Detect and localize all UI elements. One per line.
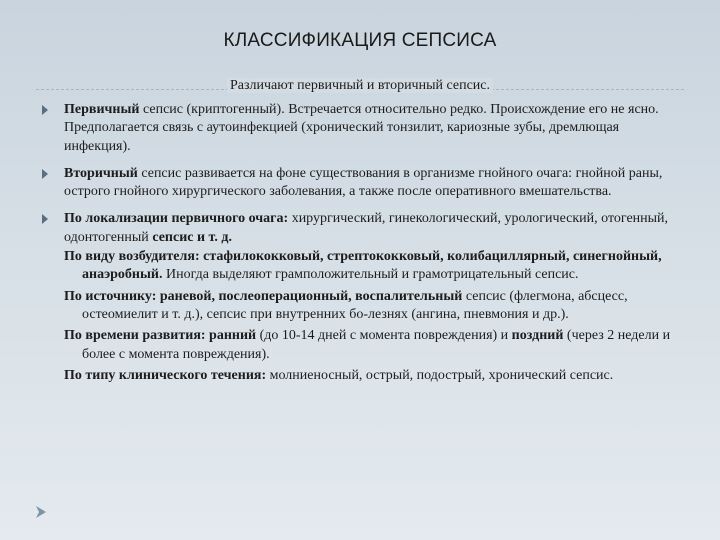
sub-text: сепсис (флегмона, абсцесс, остеомиелит и т. д.), сепсис при внутренних бо-лезнях (ангина, пневмония и др.). [82, 288, 628, 322]
sub-bold: По типу клинического течения: [64, 367, 267, 383]
item-text: сепсис (криптогенный). Встречается относительно редко. Происхождение его не ясно. Предполагается связь с аутоинфекцией (хронический тонзилит, кариозные зубы, дремлющая инфекция). [64, 102, 659, 154]
slide-subtitle [0, 78, 720, 94]
item-text: хирургический, гинекологический, урологический, отогенный, одонтогенный [64, 211, 669, 245]
subtitle-text: Различают первичный и вторичный сепсис. [227, 78, 493, 93]
sub-bold-late: поздний [511, 328, 564, 344]
sub-text: (до 10-14 дней с момента повреждения) и [256, 328, 512, 344]
item-bold: По локализации первичного очага: [64, 211, 289, 227]
list-item-primary [42, 101, 678, 156]
sub-text: молниеносный, острый, подострый, хронический сепсис. [266, 367, 614, 383]
sub-item-course [42, 367, 678, 385]
list-item-localization [42, 210, 678, 247]
sub-bold: По источнику: раневой, послеоперационный, воспалительный [64, 288, 463, 304]
slide-title: КЛАССИФИКАЦИЯ СЕПСИСА [223, 30, 497, 51]
item-bold: Вторичный [64, 165, 138, 181]
sub-item-source [42, 288, 678, 325]
sub-item-time [42, 327, 678, 364]
list-item-secondary [42, 165, 678, 202]
sub-text: Иногда выделяют грамположительный и грамотрицательный сепсис. [162, 267, 579, 283]
triangle-bullet-icon [42, 105, 48, 115]
sub-text-tail: (через 2 недели и более с момента повреждения). [82, 328, 671, 362]
sub-bold: По времени развития: ранний [64, 328, 257, 344]
slide-content [42, 101, 678, 388]
next-arrow-icon[interactable] [34, 505, 48, 519]
sub-bold: По виду возбудителя: стафилококковый, стрептококковый, колибациллярный, синегнойный, анаэробный. [64, 249, 662, 283]
sub-item-pathogen [42, 248, 678, 285]
item-bold: Первичный [64, 102, 140, 117]
triangle-bullet-icon [42, 169, 48, 179]
triangle-bullet-icon [42, 214, 48, 224]
item-text: сепсис развивается на фоне существования в организме гнойного очага: гнойной раны, острого гнойного хирургического заболевания, а также после оперативного вмешательства. [64, 165, 663, 200]
item-bold-tail: сепсис и т. д. [152, 229, 232, 245]
